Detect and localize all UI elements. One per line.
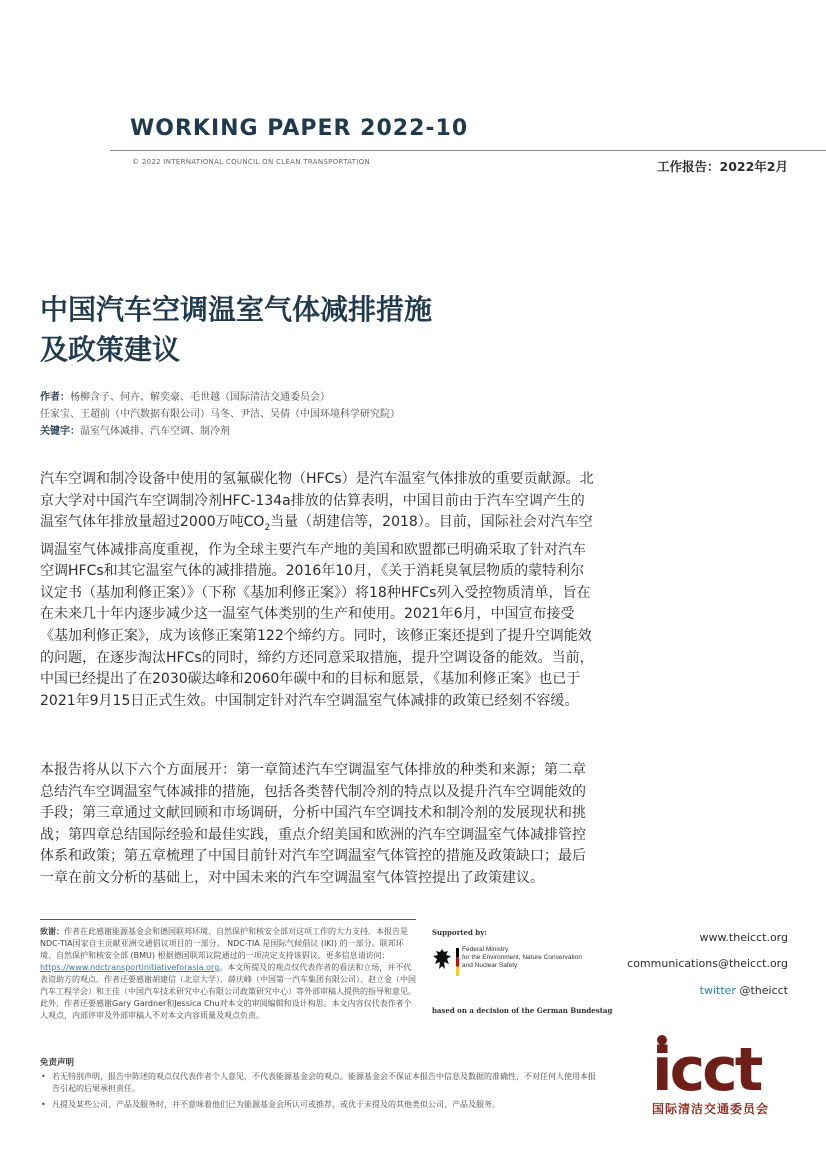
copyright-notice: © 2022 INTERNATIONAL COUNCIL ON CLEAN TRANSPORTATION (132, 158, 370, 166)
icct-chinese-name: 国际清洁交通委员会 (652, 1102, 770, 1116)
disclaimer-item: • 凡提及某些公司、产品及服务时，并不意味着他们已为能源基金会所认可或推荐，或优于未提及的其他类似公司、产品及服务。 (40, 1099, 600, 1111)
supported-by-label: Supported by: (432, 928, 487, 937)
disclaimer-list (40, 1071, 600, 1115)
body-p1-part-a: 汽车空调和制冷设备中使用的氢氟碳化物（HFCs）是汽车温室气体排放的重要贡献源。北京大学对中国汽车空调制冷剂HFC-134a排放的估算表明，中国目前由于汽车空调产生的温室气体年排放量超过2000万吨CO (40, 471, 594, 531)
acknowledgement-label: 致谢： (40, 927, 64, 936)
federal-eagle-icon (432, 948, 452, 972)
body-p1-part-b: 当量（胡建信等，2018）。目前，国际社会对汽车空调温室气体减排高度重视，作为全球主要汽车产地的美国和欧盟都已明确采取了针对汽车空调HFCs和其它温室气体的减排措施。2016年10月，《关于消耗臭氧层物质的蒙特利尔议定书（基加利修正案）》（下称《基加利修正案》）将18种HFCs列入受控物质清单，旨在在未来几十年内逐步减少这一温室气体类别的生产和使用。2021年6月，中国宣布接受《基加利修正案》，成为该修正案第122个缔约方。同时，该修正案还提到了提升空调能效的问题，在逐步淘汰HFCs的同时，缔约方还同意采取措施，提升空调设备的能效。当前，中国已经提出了在2030碳达峰和2060年碳中和的目标和愿景，《基加利修正案》也已于2021年9月15日正式生效。中国制定针对汽车空调温室气体减排的政策已经刻不容缓。 (40, 514, 594, 709)
german-flag-icon (456, 948, 459, 976)
twitter-label: twitter (699, 984, 736, 997)
icct-logo (652, 1032, 792, 1094)
disclaimer-item: • 若无特别声明，报告中陈述的观点仅代表作者个人意见，不代表能源基金会的观点。能源基金会不保证本报告中信息及数据的准确性，不对任何人使用本报告引起的后果承担责任。 (40, 1071, 600, 1095)
title-line-1: 中国汽车空调温室气体减排措施 (40, 293, 433, 326)
acknowledgement-text-b: 。本文所提及的观点仅代表作者的看法和立场，并不代表资助方的观点。作者还要感谢胡建信（北京大学）、薛庆峰（中国第一汽车集团有限公司）、赵立金（中国汽车工程学会）和王佳（中国汽车技术研究中心有限公司政策研究中心）等外部审稿人提供的指导和意见。此外，作者还要感谢Gary Gardner和Jessica Chu对本文的审阅编辑和设计构思。本文内容仅代表作者个人观点，内部评审及外部审稿人不对本文内容质量及观点负责。 (40, 963, 416, 1020)
authors-line-2: 任家宝、王超前（中汽数据有限公司）马冬、尹洁、吴倩（中国环境科学研究院） (40, 409, 400, 420)
ministry-line-3: and Nuclear Safety (462, 962, 518, 969)
authors-text-1: 杨柳含子、何卉、解奕豪、毛世越（国际清洁交通委员会） (70, 392, 330, 403)
acknowledgement-text-a: 作者在此感谢能源基金会和德国联邦环境、自然保护和核安全部对这项工作的大力支持。本报告是 NDC-TIA国家自主贡献亚洲交通倡议项目的一部分。 NDC-TIA 是国际气候倡议 (IKI) 的一部分。联邦环境、自然保护和核安全部 (BMU) 根据德国联邦议院通过的一项决定支持该倡议。更多信息请访问： (40, 927, 408, 960)
page-title (40, 290, 432, 370)
twitter-link[interactable] (700, 984, 788, 997)
byline (40, 389, 400, 440)
disclaimer-title: 免责声明 (40, 1058, 75, 1068)
body-paragraph-2: 本报告将从以下六个方面展开：第一章简述汽车空调温室气体排放的种类和来源；第二章总结汽车空调温室气体减排的措施，包括各类替代制冷剂的特点以及提升汽车空调能效的手段；第三章通过文献回顾和市场调研，分析中国汽车空调技术和制冷剂的发展现状和挑战；第四章总结国际经验和最佳实践，重点介绍美国和欧洲的汽车空调温室气体减排管控体系和政策；第五章梳理了中国目前针对汽车空调温室气体管控的措施及政策缺口；最后一章在前文分析的基础上，对中国未来的汽车空调温室气体管控提出了政策建议。 (40, 762, 586, 886)
authors-line-1 (40, 389, 400, 406)
icct-logo-text: icct (652, 1035, 761, 1094)
ministry-line-1: Federal Ministry (462, 946, 509, 953)
body-paragraph-1 (40, 469, 596, 712)
footnote-divider (40, 919, 416, 920)
website-link[interactable]: www.theicct.org (699, 931, 788, 944)
twitter-handle: @theicct (739, 984, 788, 997)
ministry-name (462, 946, 582, 970)
series-title: WORKING PAPER 2022-10 (130, 116, 469, 141)
title-line-2: 及政策建议 (40, 333, 181, 366)
bmu-logo (432, 946, 597, 982)
bundestag-decision-note: based on a decision of the German Bundestag (432, 1006, 613, 1015)
keywords-text: 温室气体减排、汽车空调、制冷剂 (80, 426, 230, 437)
co2-subscript: 2 (264, 522, 271, 533)
email-link[interactable]: communications@theicct.org (627, 957, 788, 970)
acknowledgement-footnote (40, 926, 416, 1022)
header-divider (110, 150, 826, 151)
ministry-line-2: for the Environment, Nature Conservation (462, 954, 582, 961)
authors-label: 作者： (40, 392, 70, 403)
keywords-label: 关键字： (40, 426, 80, 437)
keywords-line (40, 423, 400, 440)
report-date: 工作报告：2022年2月 (657, 159, 788, 174)
ndc-tia-link[interactable]: https://www.ndctransportinitiativeforasia.org (40, 963, 220, 972)
